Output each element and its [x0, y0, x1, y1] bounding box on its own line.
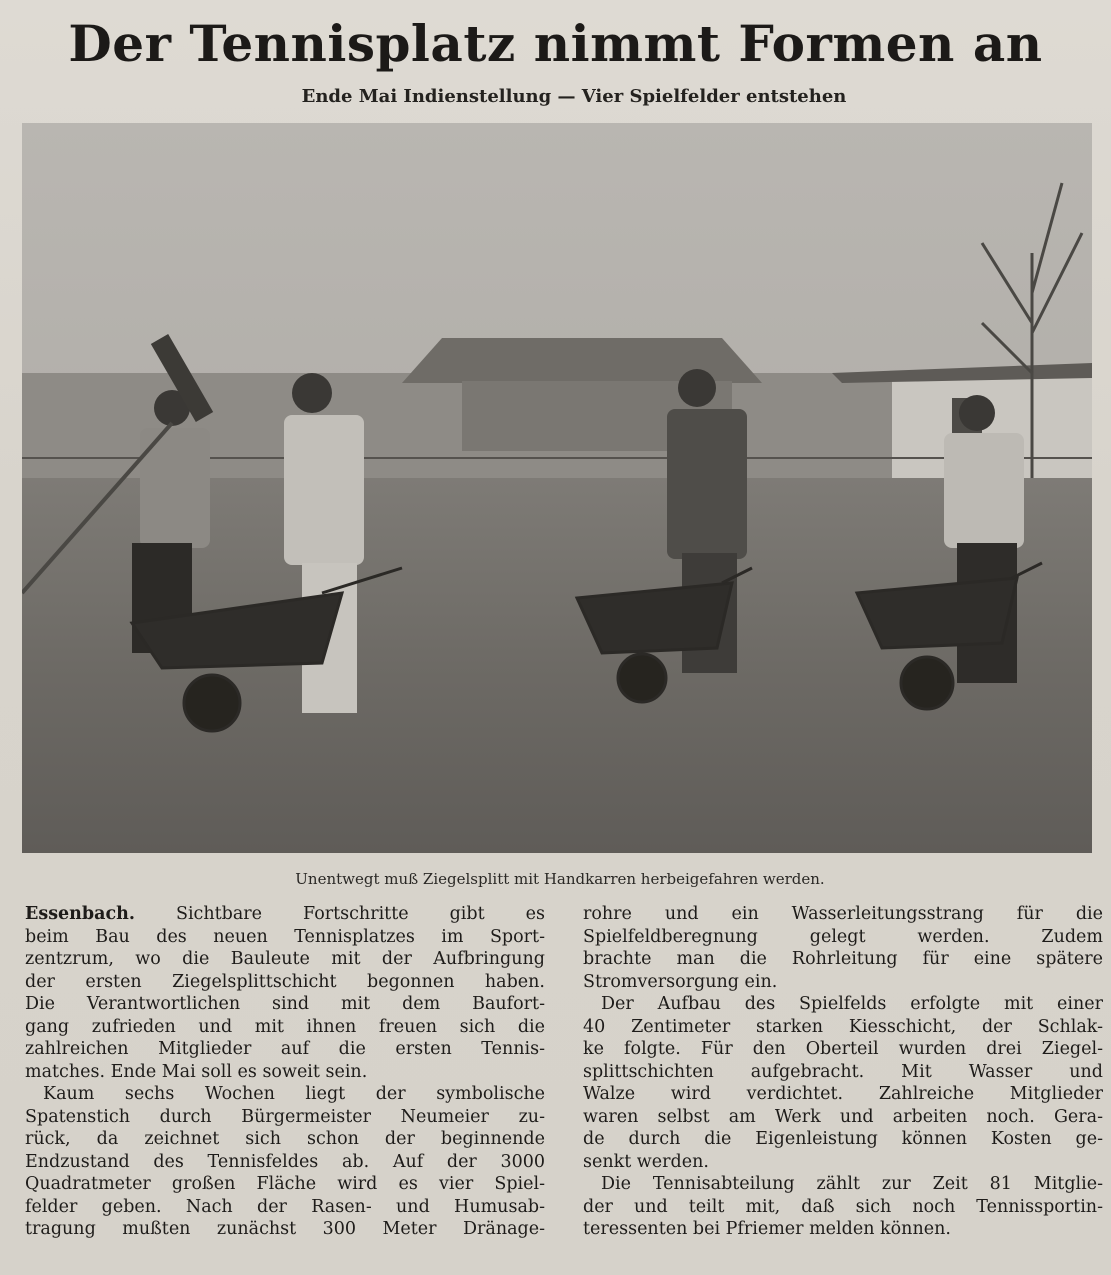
article-column-right [583, 903, 1103, 1241]
column-line: Der Aufbau des Spielfelds erfolgte mit einer [601, 994, 1103, 1014]
column-line: rück, da zeichnet sich schon der beginnende [25, 1129, 545, 1149]
column-line: Quadratmeter großen Fläche wird es vier Spiel- [25, 1174, 545, 1194]
column-line: Spatenstich durch Bürgermeister Neumeier zu- [25, 1106, 545, 1127]
article-column-left [25, 903, 545, 1241]
column-line: Walze wird verdichtet. Zahlreiche Mitglieder [583, 1084, 1103, 1104]
column-line: 40 Zentimeter starken Kiesschicht, der Schlak- [583, 1016, 1103, 1037]
column-line: waren selbst am Werk und arbeiten noch. Gera- [583, 1106, 1103, 1127]
column-line: de durch die Eigenleistung können Kosten ge- [583, 1129, 1103, 1149]
column-line: teressenten bei Pfriemer melden können. [583, 1219, 951, 1239]
column-line: Spielfeldberegnung gelegt werden. Zudem [583, 926, 1103, 947]
photo-caption: Unentwegt muß Ziegelsplitt mit Handkarren herbeigefahren werden. [295, 870, 825, 888]
column-line: felder geben. Nach der Rasen- und Humusab- [25, 1196, 545, 1217]
column-line: senkt werden. [583, 1151, 709, 1172]
dateline: Essenbach. [25, 904, 135, 924]
column-line: gang zufrieden und mit ihnen freuen sich die [25, 1016, 545, 1037]
column-line: brachte man die Rohrleitung für eine spätere [583, 949, 1103, 969]
column-line: ke folgte. Für den Oberteil wurden drei Ziegel- [583, 1039, 1103, 1059]
column-line: Stromversorgung ein. [583, 971, 778, 992]
column-line: tragung mußten zunächst 300 Meter Dränage- [25, 1219, 545, 1239]
column-line: zahlreichen Mitglieder auf die ersten Tennis- [25, 1039, 545, 1059]
column-line: der und teilt mit, daß sich noch Tennissportin- [583, 1196, 1103, 1217]
column-line: matches. Ende Mai soll es soweit sein. [25, 1061, 368, 1082]
photo-illustration-icon [22, 123, 1092, 853]
column-line: zentzrum, wo die Bauleute mit der Aufbringung [25, 949, 545, 969]
column-line: der ersten Ziegelsplittschicht begonnen haben. [25, 971, 545, 992]
column-line: beim Bau des neuen Tennisplatzes im Sport- [25, 926, 545, 947]
column-line: rohre und ein Wasserleitungsstrang für die [583, 904, 1103, 924]
article-photo [22, 123, 1092, 853]
column-line: Die Verantwortlichen sind mit dem Baufort- [25, 994, 545, 1014]
headline: Der Tennisplatz nimmt Formen an [68, 14, 1043, 73]
subheadline: Ende Mai Indienstellung — Vier Spielfelder entstehen [301, 86, 847, 107]
column-line: splittschichten aufgebracht. Mit Wasser und [583, 1061, 1103, 1082]
column-line: Essenbach. Sichtbare Fortschritte gibt es [25, 904, 545, 924]
column-line: Kaum sechs Wochen liegt der symbolische [43, 1084, 545, 1104]
column-line: Endzustand des Tennisfeldes ab. Auf der 3000 [25, 1151, 545, 1172]
column-line: Die Tennisabteilung zählt zur Zeit 81 Mitglie- [601, 1174, 1103, 1194]
